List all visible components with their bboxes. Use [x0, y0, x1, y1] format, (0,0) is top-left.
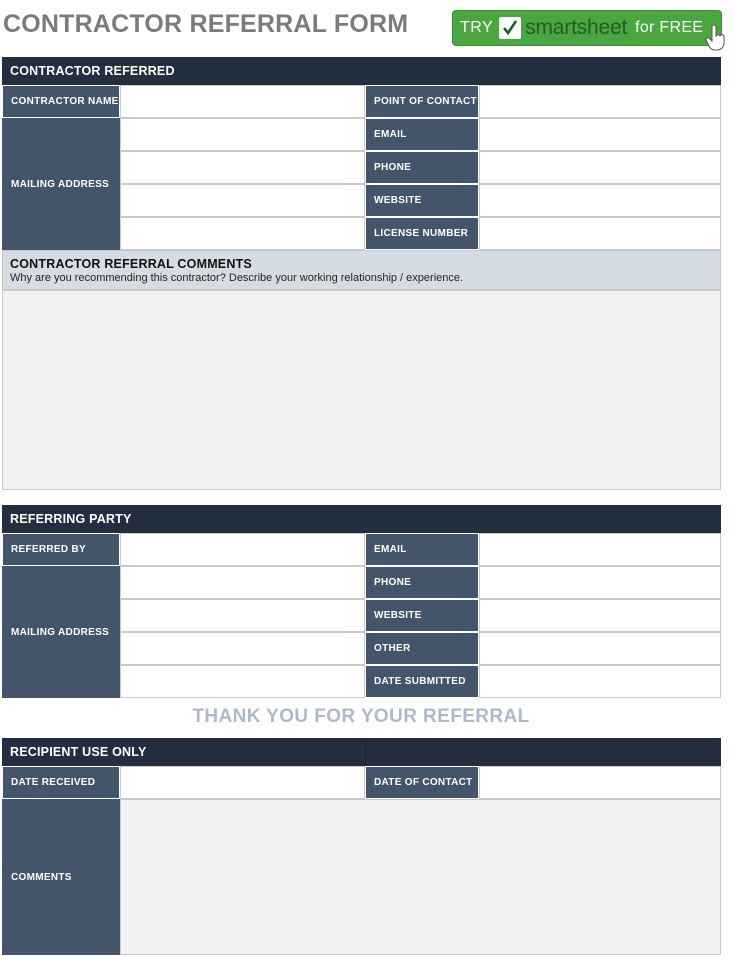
other-field[interactable]: [479, 632, 721, 665]
contractor-phone-label: PHONE: [365, 151, 479, 184]
date-of-contact-label: DATE OF CONTACT: [365, 766, 479, 799]
referring-website-field[interactable]: [479, 599, 721, 632]
comments-title: CONTRACTOR REFERRAL COMMENTS: [10, 257, 252, 271]
contractor-address-line-2[interactable]: [120, 151, 365, 184]
banner-brand-text: smartsheet: [525, 16, 628, 39]
date-submitted-label: DATE SUBMITTED: [365, 665, 479, 698]
contractor-section-header: CONTRACTOR REFERRED: [2, 57, 721, 85]
contractor-address-line-4[interactable]: [120, 217, 365, 250]
contractor-address-line-3[interactable]: [120, 184, 365, 217]
banner-free-text: for FREE: [635, 19, 704, 36]
recipient-header-right: [365, 738, 721, 766]
thank-you-message: THANK YOU FOR YOUR REFERRAL: [192, 706, 530, 727]
referring-address-line-2[interactable]: [120, 599, 365, 632]
referring-phone-field[interactable]: [479, 566, 721, 599]
referring-email-label: EMAIL: [365, 533, 479, 566]
try-smartsheet-button[interactable]: [452, 10, 722, 46]
referring-address-line-4[interactable]: [120, 665, 365, 698]
point-of-contact-field[interactable]: [479, 85, 721, 118]
contractor-mailing-address-label: MAILING ADDRESS: [2, 118, 120, 250]
recipient-comments-textarea[interactable]: [120, 799, 721, 955]
page-title: CONTRACTOR REFERRAL FORM: [3, 10, 409, 38]
referring-section-header: REFERRING PARTY: [2, 505, 721, 533]
referred-by-field[interactable]: [120, 533, 365, 566]
date-received-field[interactable]: [120, 766, 365, 799]
comments-section-header: [2, 250, 721, 290]
referred-by-label: REFERRED BY: [2, 533, 120, 566]
license-number-field[interactable]: [479, 217, 721, 250]
license-number-label: LICENSE NUMBER: [365, 217, 479, 250]
referring-website-label: WEBSITE: [365, 599, 479, 632]
referring-address-line-1[interactable]: [120, 566, 365, 599]
pointer-hand-icon: [705, 25, 727, 56]
referring-email-field[interactable]: [479, 533, 721, 566]
referral-comments-textarea[interactable]: [2, 290, 721, 490]
contractor-name-field[interactable]: [120, 85, 365, 118]
referring-phone-label: PHONE: [365, 566, 479, 599]
checkmark-icon: [499, 17, 521, 39]
contractor-website-field[interactable]: [479, 184, 721, 217]
contractor-phone-field[interactable]: [479, 151, 721, 184]
contractor-email-field[interactable]: [479, 118, 721, 151]
contractor-email-label: EMAIL: [365, 118, 479, 151]
referring-mailing-address-label: MAILING ADDRESS: [2, 566, 120, 698]
recipient-comments-label: COMMENTS: [2, 799, 120, 955]
banner-try-text: TRY: [460, 19, 494, 36]
recipient-section-header: RECIPIENT USE ONLY: [2, 738, 365, 766]
contractor-address-line-1[interactable]: [120, 118, 365, 151]
contractor-website-label: WEBSITE: [365, 184, 479, 217]
other-label: OTHER: [365, 632, 479, 665]
date-of-contact-field[interactable]: [479, 766, 721, 799]
comments-description: Why are you recommending this contractor? Describe your working relationship / experience.: [10, 272, 464, 284]
point-of-contact-label: POINT OF CONTACT: [365, 85, 479, 118]
date-submitted-field[interactable]: [479, 665, 721, 698]
referring-address-line-3[interactable]: [120, 632, 365, 665]
contractor-name-label: CONTRACTOR NAME: [2, 85, 120, 118]
date-received-label: DATE RECEIVED: [2, 766, 120, 799]
